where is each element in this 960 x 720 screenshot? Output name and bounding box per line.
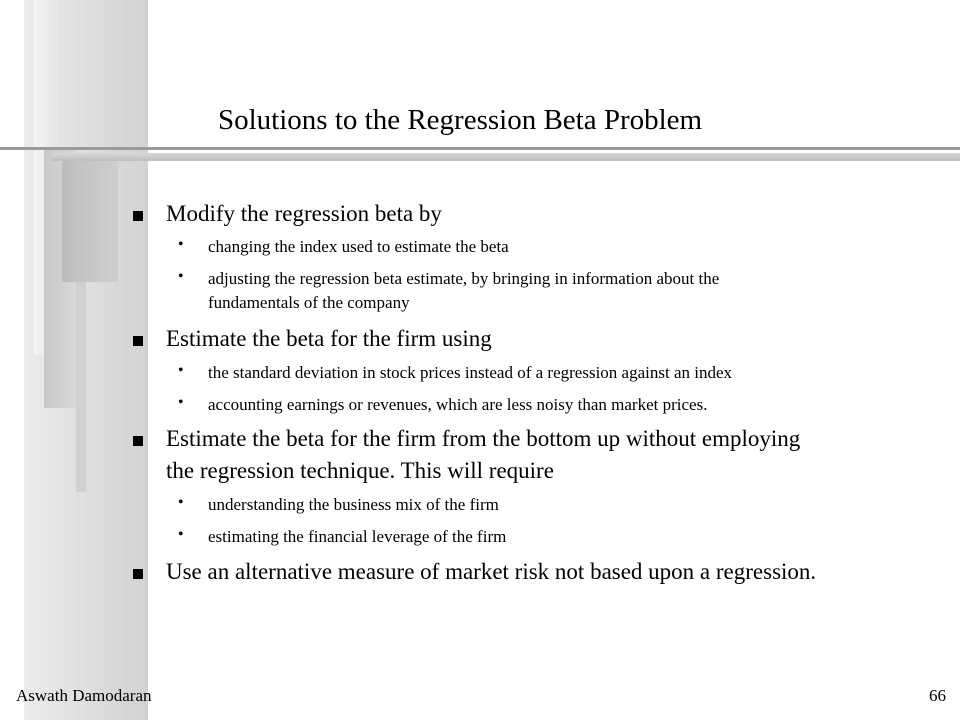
bullet-text: Modify the regression beta by <box>166 201 442 226</box>
dot-bullet-icon: • <box>178 394 184 411</box>
dot-bullet-icon: • <box>178 362 184 379</box>
decorative-bar <box>62 160 118 282</box>
bullet-text: Use an alternative measure of market risk not based upon a regression. <box>166 559 817 584</box>
title-rule <box>0 147 960 150</box>
square-bullet-icon <box>133 336 143 346</box>
square-bullet-icon <box>133 569 143 579</box>
bullet-text: Estimate the beta for the firm from the bottom up without employing <box>166 426 801 451</box>
sub-bullet-text: adjusting the regression beta estimate, by bringing in information about the <box>208 269 720 288</box>
dot-bullet-icon: • <box>178 526 184 543</box>
dot-bullet-icon: • <box>178 236 184 253</box>
square-bullet-icon <box>133 211 143 221</box>
sub-bullet-text: understanding the business mix of the firm <box>208 495 499 514</box>
sub-bullet-text: estimating the financial leverage of the firm <box>208 527 507 546</box>
bullet-text-continued: the regression technique. This will require <box>166 458 554 483</box>
dot-bullet-icon: • <box>178 494 184 511</box>
page-number: 66 <box>929 686 946 705</box>
slide-title: Solutions to the Regression Beta Problem <box>218 104 703 136</box>
sub-bullet-text: fundamentals of the company <box>208 293 410 312</box>
decorative-bar <box>76 282 86 492</box>
square-bullet-icon <box>133 436 143 446</box>
sub-bullet-text: changing the index used to estimate the beta <box>208 237 509 256</box>
sub-bullet-text: the standard deviation in stock prices instead of a regression against an index <box>208 363 733 382</box>
sub-bullet-text: accounting earnings or revenues, which are less noisy than market prices. <box>208 395 708 414</box>
bullet-text: Estimate the beta for the firm using <box>166 326 492 351</box>
title-rule-shadow <box>52 153 960 161</box>
dot-bullet-icon: • <box>178 268 184 285</box>
footer-author: Aswath Damodaran <box>16 686 152 705</box>
